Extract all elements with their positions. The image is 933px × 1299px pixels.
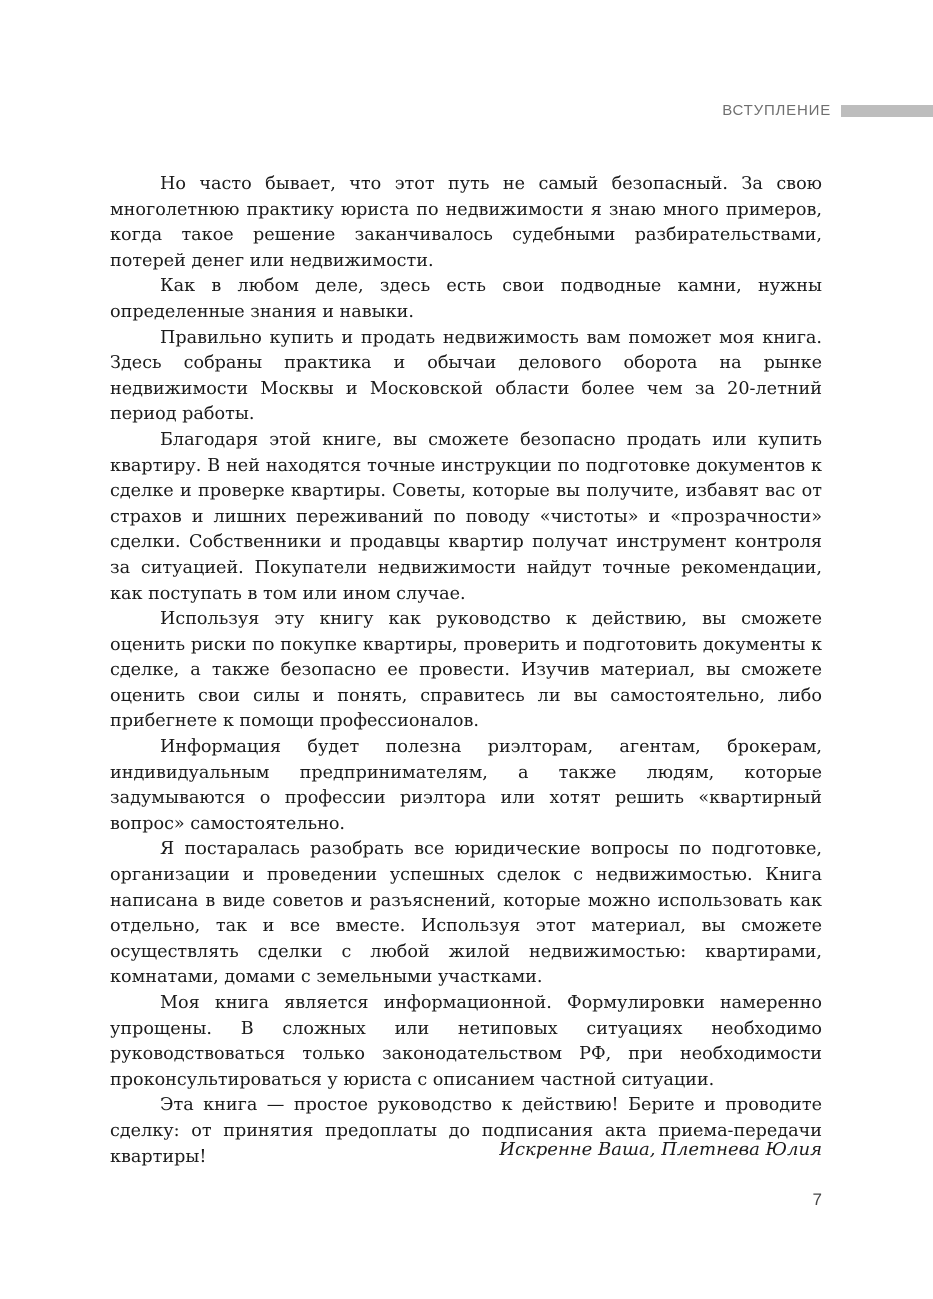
paragraph: Правильно купить и продать недвижимость вам поможет моя книга. Здесь собраны практика и обычаи делового оборота на рынке недвижимости Москвы и Московской области более чем за 20-летний период работы. <box>110 327 822 425</box>
running-head-label: ВСТУПЛЕНИЕ <box>722 102 831 119</box>
paragraph: Как в любом деле, здесь есть свои подводные камни, нужны определенные знания и навыки. <box>110 276 822 322</box>
page-number: 7 <box>812 1190 822 1209</box>
body-text <box>110 172 822 1170</box>
paragraph: Я постаралась разобрать все юридические вопросы по подготовке, организации и проведении успешных сделок с недвижимостью. Книга написана в виде советов и разъяснений, которые можно использовать как отдельно, так и все вместе. Используя этот материал, вы сможете осуществлять сделки с любой жилой недвижимостью: квартирами, комнатами, домами с земельными участками. <box>110 839 822 988</box>
running-head-bar <box>841 105 933 117</box>
running-head <box>722 101 933 121</box>
paragraph: Эта книга — простое руководство к действию! Берите и проводите сделку: от принятия предоплаты до подписания акта приема-передачи квартиры! <box>110 1095 822 1167</box>
paragraph: Моя книга является информационной. Формулировки намеренно упрощены. В сложных или нетиповых ситуациях необходимо руководствоваться только законодательством РФ, при необходимости проконсультироваться у юриста с описанием частной ситуации. <box>110 993 822 1090</box>
paragraph: Но часто бывает, что этот путь не самый безопасный. За свою многолетнюю практику юриста по недвижимости я знаю много примеров, когда такое решение заканчивалось судебными разбирательствами, потерей денег или недвижимости. <box>110 174 822 271</box>
signature: Искренне Ваша, Плетнева Юлия <box>499 1139 822 1160</box>
paragraph: Благодаря этой книге, вы сможете безопасно продать или купить квартиру. В ней находятся точные инструкции по подготовке документов к сделке и проверке квартиры. Советы, которые вы получите, избавят вас от страхов и лишних переживаний по поводу «чистоты» и «прозрачности» сделки. Собственники и продавцы квартир получат инструмент контроля за ситуацией. Покупатели недвижимости найдут точные рекомендации, как поступать в том или ином случае. <box>110 429 822 604</box>
paragraph: Используя эту книгу как руководство к действию, вы сможете оценить риски по покупке квартиры, проверить и подготовить документы к сделке, а также безопасно ее провести. Изучив материал, вы сможете оценить свои силы и понять, справитесь ли вы самостоятельно, либо прибегнете к помощи профессионалов. <box>110 609 822 732</box>
paragraph: Информация будет полезна риэлторам, агентам, брокерам, индивидуальным предпринимателям, а также людям, которые задумываются о профессии риэлтора или хотят решить «квартирный вопрос» самостоятельно. <box>110 737 822 834</box>
